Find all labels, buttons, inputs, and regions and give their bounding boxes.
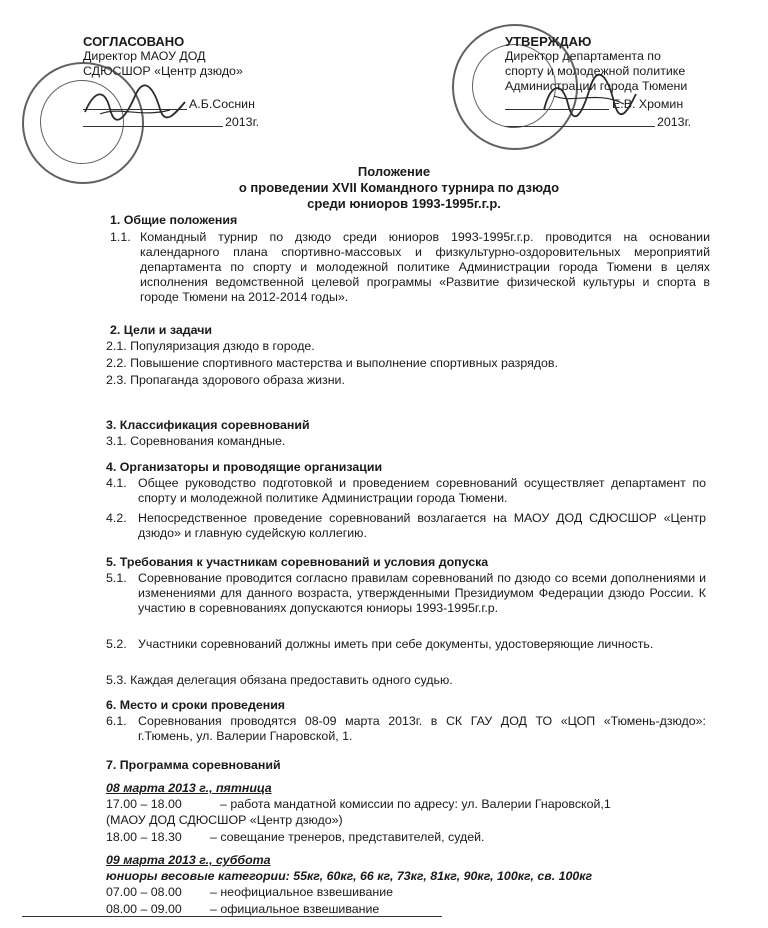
program-day-2: 09 марта 2013 г., суббота xyxy=(106,853,271,867)
section-5-item-1 xyxy=(106,571,706,635)
weight-categories: юниоры весовые категории: 55кг, 60кг, 66 кг, 73кг, 81кг, 90кг, 100кг, св. 100кг xyxy=(106,869,593,883)
section-4-title: 4. Организаторы и проводящие организации xyxy=(106,460,383,474)
document-heading xyxy=(0,164,768,212)
item-text: Участники соревнований должны иметь при себе документы, удостоверяющие личность. xyxy=(138,637,654,651)
right-approval-line2: спорту и молодежной политике xyxy=(505,64,686,78)
item-number: 1.1. xyxy=(110,230,131,244)
item-number: 5.1. xyxy=(106,571,127,585)
item-number: 5.2. xyxy=(106,637,127,651)
heading-line2: о проведении XVII Командного турнира по дзюдо xyxy=(238,180,560,195)
left-approval-title: СОГЛАСОВАНО xyxy=(83,34,185,49)
heading-line3: среди юниоров 1993-1995г.г.р. xyxy=(307,196,501,211)
day1-text-1b: (МАОУ ДОД СДЮСШОР «Центр дзюдо») xyxy=(106,813,343,827)
section-3-title: 3. Классификация соревнований xyxy=(106,418,310,432)
section-3-item-1: 3.1. Соревнования командные. xyxy=(106,434,286,448)
left-approval-line1: Директор МАОУ ДОД xyxy=(83,49,206,63)
section-6-item-1 xyxy=(106,714,706,746)
section-5-item-2 xyxy=(106,637,706,669)
right-approval-line3: Администрации города Тюмени xyxy=(505,79,688,93)
right-year: 2013г. xyxy=(657,115,692,129)
right-handwritten-signature xyxy=(540,74,640,120)
bottom-underline xyxy=(22,916,442,917)
section-2-item-1: 2.1. Популяризация дзюдо в городе. xyxy=(106,339,315,353)
section-4-item-2 xyxy=(106,511,706,543)
day1-text-2: – совещание тренеров, представителей, судей. xyxy=(210,830,485,844)
section-5-item-3: 5.3. Каждая делегация обязана предоставить одного судью. xyxy=(106,673,453,687)
item-number: 4.2. xyxy=(106,511,127,525)
item-text: Командный турнир по дзюдо среди юниоров 1993-1995г.г.р. проводится на основании календарного плана спортивно-массовых и физкультурно-оздоровительных мероприятий департамента по спорту и молодежной политике Администрации города Тюмени в целях исполнения ведомственной целевой программы «Развитие физической культуры и спорта в городе Тюмени на 2012-2014 годы». xyxy=(140,230,710,304)
right-signer-name: Е.В. Хромин xyxy=(612,97,684,111)
item-number: 6.1. xyxy=(106,714,127,728)
section-7-title: 7. Программа соревнований xyxy=(106,758,281,772)
section-4-item-1 xyxy=(106,476,706,508)
left-signer-name: А.Б.Соснин xyxy=(189,97,255,111)
section-1-item-1 xyxy=(110,230,710,310)
section-2-item-2: 2.2. Повышение спортивного мастерства и выполнение спортивных разрядов. xyxy=(106,356,558,370)
section-6-title: 6. Место и сроки проведения xyxy=(106,698,286,712)
day2-text-1: – неофициальное взвешивание xyxy=(210,885,394,899)
item-text: Общее руководство подготовкой и проведением соревнований осуществляет департамент по спорту и молодежной политике Администрации города Тюмени. xyxy=(138,476,706,505)
item-text: Соревнование проводится согласно правилам соревнований по дзюдо со всеми дополнениями и изменениями для данного возраста, утвержденными Президиумом Федерации дзюдо России. К участию в соревнованиях допускаются юниоры 1993-1995г.г.р. xyxy=(138,571,706,615)
day2-time-2: 08.00 – 09.00 xyxy=(106,902,182,916)
day2-time-1: 07.00 – 08.00 xyxy=(106,885,182,899)
left-year: 2013г. xyxy=(225,115,260,129)
section-5-title: 5. Требования к участникам соревнований и условия допуска xyxy=(106,555,489,569)
section-2-item-3: 2.3. Пропаганда здорового образа жизни. xyxy=(106,373,345,387)
day2-text-2: – официальное взвешивание xyxy=(210,902,380,916)
day1-time-1: 17.00 – 18.00 xyxy=(106,797,182,811)
left-handwritten-signature xyxy=(80,84,190,124)
section-2-title: 2. Цели и задачи xyxy=(110,323,213,337)
program-day-1: 08 марта 2013 г., пятница xyxy=(106,781,272,795)
day1-text-1: – работа мандатной комиссии по адресу: ул. Валерии Гнаровской,1 xyxy=(220,797,611,811)
heading-line1: Положение xyxy=(357,164,431,179)
left-approval-line2: СДЮСШОР «Центр дзюдо» xyxy=(83,64,243,78)
right-approval-title: УТВЕРЖДАЮ xyxy=(505,34,592,49)
item-number: 4.1. xyxy=(106,476,127,490)
item-text: Непосредственное проведение соревнований возлагается на МАОУ ДОД СДЮСШОР «Центр дзюдо» и главную судейскую коллегию. xyxy=(138,511,706,540)
item-text: Соревнования проводятся 08-09 марта 2013г. в СК ГАУ ДОД ТО «ЦОП «Тюмень-дзюдо»: г.Тюмень, ул. Валерии Гнаровской, 1. xyxy=(138,714,706,743)
day1-time-2: 18.00 – 18.30 xyxy=(106,830,182,844)
right-approval-line1: Директор департамента по xyxy=(505,49,661,63)
section-1-title: 1. Общие положения xyxy=(110,213,238,227)
